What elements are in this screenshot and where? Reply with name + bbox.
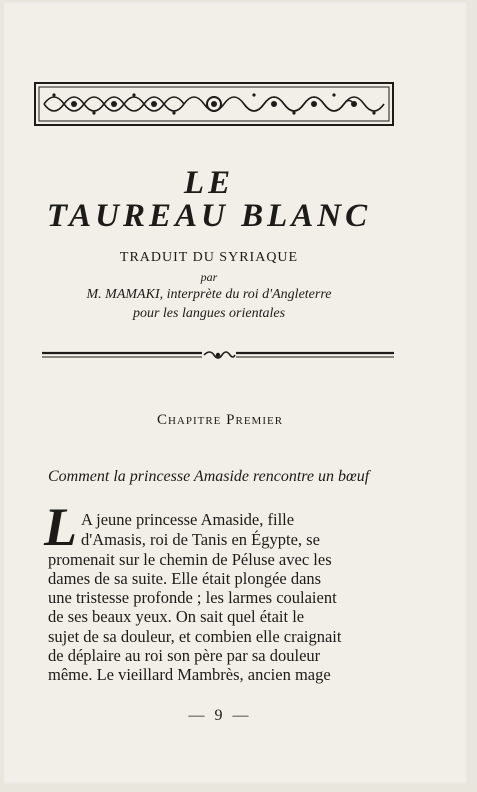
ornamental-header-band — [34, 82, 394, 126]
text-line: dames de sa suite. Elle était plongée dans — [48, 569, 322, 588]
chapter-subheading: Comment la princesse Amaside rencontre un bœuf — [48, 468, 370, 485]
text-line: d'Amasis, roi de Tanis en Égypte, se — [81, 530, 320, 549]
translation-note: TRADUIT DU SYRIAQUE — [119, 250, 299, 265]
page-number: — 9 — — [188, 707, 252, 724]
text-line: de déplaire au roi son père par sa douleur — [48, 646, 321, 665]
book-page — [4, 2, 469, 784]
text-line: même. Le vieillard Mambrès, ancien mage — [48, 665, 331, 684]
book-title-line-1: LE — [183, 165, 235, 201]
chapter-heading: Chapitre Premier — [156, 412, 284, 428]
text-line: A jeune princesse Amaside, fille — [81, 510, 295, 529]
translator-credit-continued: pour les langues orientales — [132, 306, 286, 321]
book-title-line-2: TAUREAU BLANC — [46, 198, 372, 234]
by-label: par — [200, 270, 218, 284]
translator-credit: M. MAMAKI, interprète du roi d'Angleterre — [86, 287, 332, 302]
drop-cap: L — [44, 497, 77, 557]
ornamental-divider — [42, 347, 394, 363]
text-line: une tristesse profonde ; les larmes coulaient — [48, 588, 337, 607]
text-line: sujet de sa douleur, et combien elle craignait — [48, 627, 342, 646]
text-line: promenait sur le chemin de Péluse avec les — [48, 550, 332, 569]
text-line: de ses beaux yeux. On sait quel était le — [48, 607, 305, 626]
